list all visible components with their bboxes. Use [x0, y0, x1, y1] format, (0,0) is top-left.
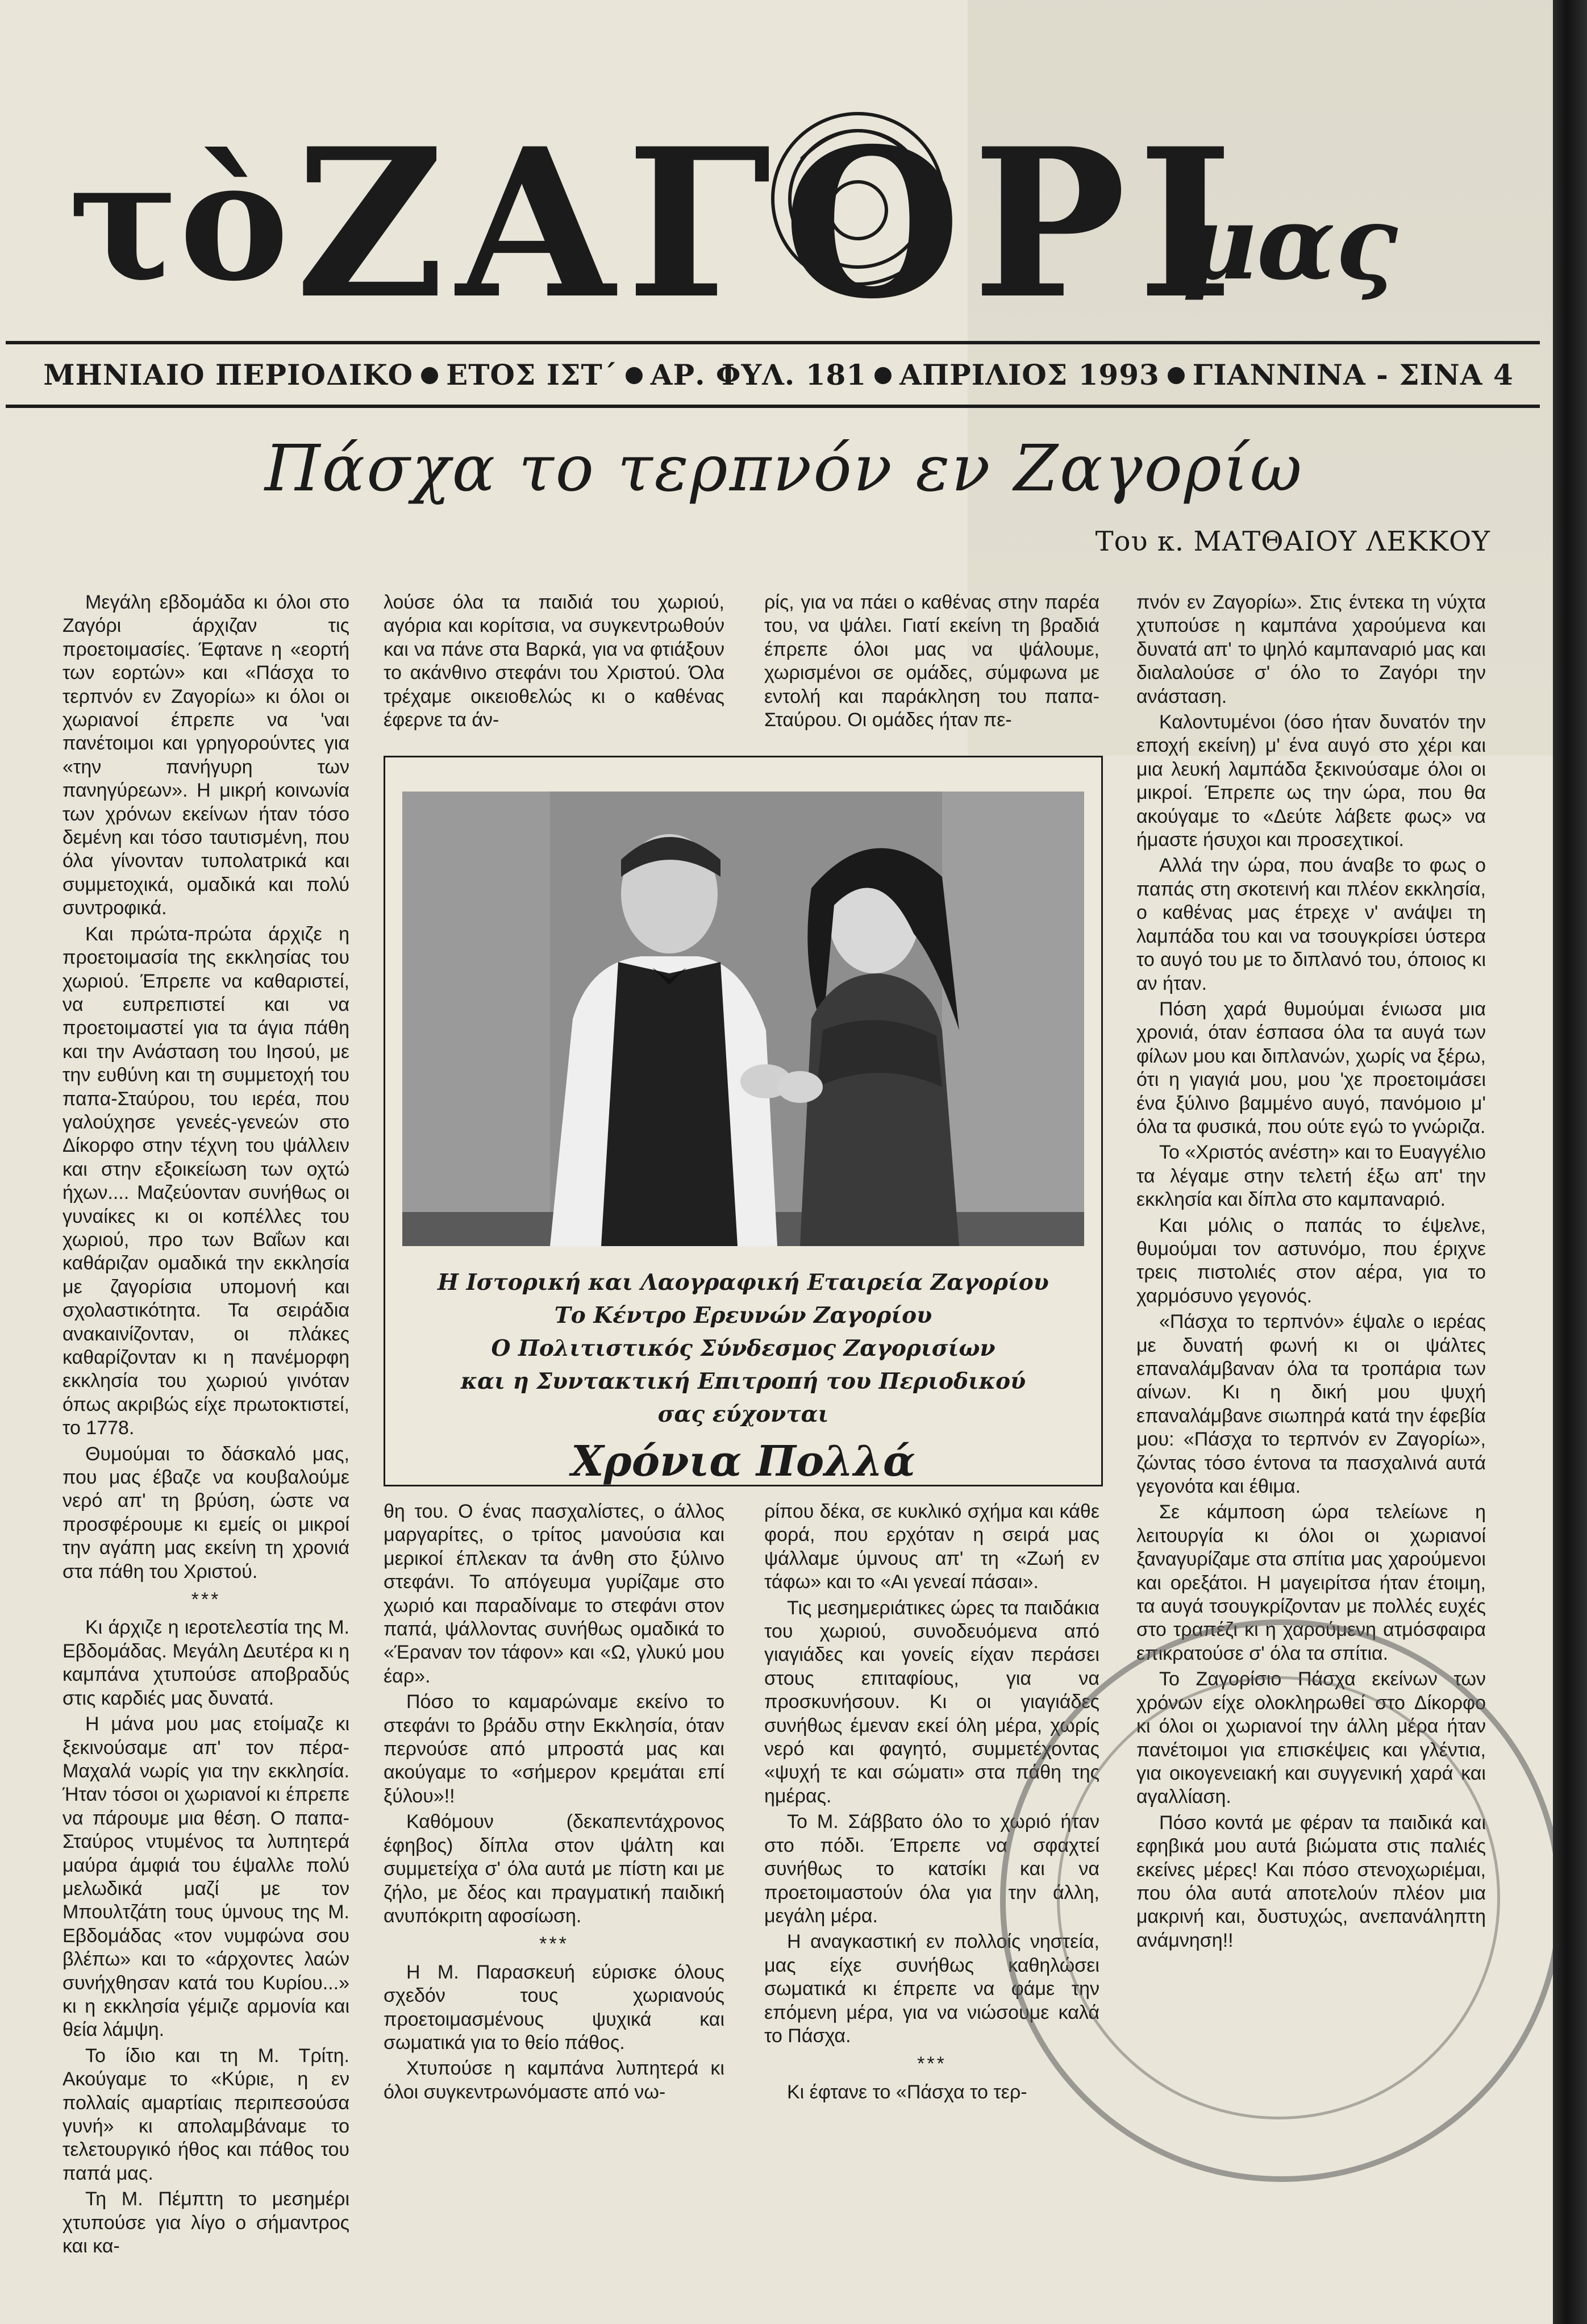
- paragraph: Η μάνα μου μας ετοίμαζε κι ξεκινούσαμε απ' τον πέρα-Μαχαλά νωρίς για την εκκλησία. Ήταν τόσοι οι χωριανοί κι έπρεπε να πάρουμε μια θέση. Ο παπα-Σταύρος ντυμένος τα λυπητερά μαύρα άμφιά του έψαλλε πολύ μελωδικά μαζί με τον Μπουλτζάτη τους ύμνους της Μ. Εβδομάδας «τον νυμφώνα σου βλέπω» και το «άρχοντες λαών συνήχθησαν κατά του Κυρίου...» κι η εκκλησία γέμιζε αρμονία και θεία λάμψη.: [63, 1713, 349, 2041]
- paragraph: λούσε όλα τα παιδιά του χωριού, αγόρια και κορίτσια, να συγκεντρωθούν και να πάνε στα Βαρκά, για να φτιάξουν το ακάνθινο στεφάνι του Χριστού. Όλα τρέχαμε οικειοθελώς κι ο καθένας έφερνε τα άν-: [384, 592, 724, 731]
- paragraph: Αλλά την ώρα, που άναβε το φως ο παπάς στη σκοτεινή και πλέον εκκλησία, ο καθένας μας έτρεχε ν' ανάψει τη λαμπάδα του και να τσουγκρίσει ύστερα το αυγό του με το διπλανό του, όποιος κι αν ήταν.: [1136, 855, 1486, 994]
- issue-number: ΑΡ. ΦΥΛ. 181: [650, 358, 867, 392]
- article-column-2-bottom: [384, 1500, 724, 2106]
- paragraph: «Πάσχα το τερπνόν» έψαλε ο ιερέας με δυνατή φωνή κι οι ψάλτες επαναλάμβαναν όλα τα τροπάρια των αίνων. Κι η δική μου ψυχή επαναλάμβανε σιωπηρά κατά την έφεβία μου: «Πάσχα το τερπνόν εν Ζαγορίω», ζώντας τόσο έντονα τα πασχαλινά αυτά γεγονότα και έθιμα.: [1136, 1311, 1486, 1498]
- separator-dot: [1168, 367, 1185, 384]
- paragraph: Μεγάλη εβδομάδα κι όλοι στο Ζαγόρι άρχιζαν τις προετοιμασίες. Έφτανε η «εορτή των εορτών» και «Πάσχα το τερπνόν εν Ζαγορίω» κι όλοι οι χωριανοί έπρεπε να 'ναι πανέτοιμοι και γρηγορούντες για «την πανήγυρη των πανηγύρεων». Η μικρή κοινωνία των χρόνων εκείνων ήταν τόσο δεμένη και τόσο ταυτισμένη, που όλα γίνονταν τυπολατρικά και συμμετοχικά, ομαδικά και πολύ συντροφικά.: [63, 592, 349, 919]
- top-rule: [6, 341, 1540, 344]
- caption-greeting: Χρόνια Πολλά: [571, 1437, 915, 1486]
- article-column-1: [63, 591, 349, 2260]
- bottom-rule: [6, 405, 1540, 408]
- separator-dot: [421, 367, 438, 384]
- paragraph: Η Μ. Παρασκευή εύρισκε όλους σχεδόν τους χωριανούς προετοιμασμένους ψυχικά και σωματικά για το θείο πάθος.: [384, 1961, 724, 2054]
- section-break: ***: [191, 1589, 221, 1611]
- article-column-3-top: [764, 591, 1099, 734]
- issue-address: ΓΙΑΝΝΙΝΑ - ΣΙΝΑ 4: [1192, 358, 1514, 392]
- paragraph: Και μόλις ο παπάς το έψελνε, θυμούμαι τον αστυνόμο, που έριχνε τρεις πιστολιές στον αέρα, για το χαρμόσυνο γεγονός.: [1136, 1214, 1486, 1307]
- separator-dot: [626, 367, 643, 384]
- issue-date: ΑΠΡΙΛΙΟΣ 1993: [899, 358, 1160, 392]
- issue-periodical: ΜΗΝΙΑΙΟ ΠΕΡΙΟΔΙΚΟ: [43, 358, 414, 392]
- paragraph: Πόσο το καμαρώναμε εκείνο το στεφάνι το βράδυ στην Εκκλησία, όταν περνούσε από μπροστά μας και ακούγαμε το «σήμερον κρεμάται επί ξύλου»!!: [384, 1691, 724, 1807]
- library-stamp: [1000, 1619, 1553, 2182]
- article-title: Πάσχα το τερπνόν εν Ζαγορίω: [264, 432, 1304, 506]
- masthead-title-mas: μας: [1182, 183, 1398, 303]
- paragraph: Η αναγκαστική εν πολλοίς νηστεία, μας είχε συνήθως καθηλώσει σωματικά κι έπρεπε να φάμε την επόμενη μέρα, για να νιώσουμε καλά το Πάσχα.: [764, 1931, 1099, 2047]
- issue-info: [40, 358, 1517, 392]
- paragraph: πνόν εν Ζαγορίω». Στις έντεκα τη νύχτα χτυπούσε η καμπάνα χαρούμενα και δυνατά απ' το ψηλό καμπαναριό μας και διαλαλούσε σ' όλο το Ζαγόρι την ανάσταση.: [1136, 592, 1486, 707]
- couple-photo: [402, 792, 1084, 1246]
- section-break: ***: [539, 1933, 569, 1955]
- masthead-title-to: τὸ: [68, 124, 289, 318]
- paragraph: Το ίδιο και τη Μ. Τρίτη. Ακούγαμε το «Κύριε, η εν πολλαίς αμαρτίαις περιπεσούσα γυνή» κι απολαμβάναμε το τελετουργικό ήθος και πάθος του παπά μας.: [63, 2044, 349, 2184]
- paragraph: Πόση χαρά θυμούμαι ένιωσα μια χρονιά, όταν έσπασα όλα τα αυγά των φίλων μου και διπλανών, χωρίς να ξέρω, ότι η γιαγιά μου, μου 'χε προετοιμάσει ένα ξύλινο βαμμένο αυγό, πανόμοιο μ' όλα τα φυσικά, που ούτε εγώ το γνώριζα.: [1136, 998, 1486, 1138]
- separator-dot: [874, 367, 892, 384]
- caption-line-5: σας εύχονται: [657, 1401, 829, 1427]
- paragraph: Κι άρχιζε η ιεροτελεστία της Μ. Εβδομάδας. Μεγάλη Δευτέρα κι η καμπάνα χτυπούσε αποβραδύς στις καρδιές μας δυνατά.: [63, 1617, 349, 1709]
- stamp-inner-ring: [1057, 1676, 1500, 2119]
- issue-year: ΕΤΟΣ ΙΣΤ΄: [446, 358, 618, 392]
- paragraph: Το Μ. Σάββατο όλο το χωριό ήταν στο πόδι. Έπρεπε να σφαχτεί συνήθως το κατσίκι και να προετοιμαστούν όλα για την άλλη, μεγάλη μέρα.: [764, 1811, 1099, 1927]
- paragraph: Θυμούμαι το δάσκαλό μας, που μας έβαζε να κουβαλούμε νερό απ' τη βρύση, ώστε να προσφέρουμε κι εμείς οι μικροί την αγάπη μας εκείνη τη χρονιά στα πάθη του Χριστού.: [63, 1443, 349, 1582]
- binder-edge: [1553, 0, 1587, 2324]
- greeting-caption: [385, 1266, 1101, 1492]
- article-column-2-top: [384, 591, 724, 734]
- paragraph: Το Ζαγορίσιο Πάσχα εκείνων των χρόνων είχε ολοκληρωθεί στο Δίκορφο κι όλοι οι χωριανοί την άλλη μέρα ήταν πανέτοιμοι για επισκέψεις και γλέντια, για οικογενειακή και συγγενική χαρά και αγαλλίαση.: [1136, 1668, 1486, 1808]
- article-byline: Του κ. ΜΑΤΘΑΙΟΥ ΛΕΚΚΟΥ: [1095, 526, 1490, 557]
- masthead-logo: [68, 91, 1403, 330]
- caption-line-2: Το Κέντρο Ερευνών Ζαγορίου: [554, 1302, 932, 1328]
- easter-greeting-box: [384, 756, 1103, 1486]
- paragraph: Σε κάμποση ώρα τελείωνε η λειτουργία κι όλοι οι χωριανοί ξαναγυρίζαμε στα σπίτια μας χαρούμενοι και ορεξάτοι. Η μαγειρίτσα ήταν έτοιμη, τα αυγά τσουγκρίζονταν με πολλές ευχές στο τραπέζι κι η χαρούμενη ατμόσφαιρα επικρατούσε σ' όλα τα σπίτια.: [1136, 1501, 1486, 1664]
- caption-line-3: Ο Πολιτιστικός Σύνδεσμος Ζαγορισίων: [491, 1335, 995, 1361]
- paragraph: Καλοντυμένοι (όσο ήταν δυνατόν την εποχή εκείνη) μ' ένα αυγό στο χέρι και μια λευκή λαμπάδα ξεκινούσαμε όλοι οι μικροί. Έπρεπε ως την ώρα, που θα ακούγαμε το «Δεύτε λάβετε φως» να ήμαστε ήσυχοι και προσεχτικοί.: [1136, 711, 1486, 851]
- masthead: [68, 91, 1403, 330]
- photo-image: [402, 792, 1084, 1246]
- section-break: ***: [917, 2053, 947, 2075]
- caption-line-1: Η Ιστορική και Λαογραφική Εταιρεία Ζαγορίου: [438, 1269, 1049, 1296]
- paragraph: θη του. Ο ένας πασχαλίστες, ο άλλος μαργαρίτες, ο τρίτος μανούσια και μερικοί έπλεκαν τα άνθη στο ξύλινο στεφάνι. Το απόγευμα γυρίζαμε στο χωριό και παραδίναμε το στεφάνι στον παπά, ψάλλοντας συνήθως ομαδικά το «Έραναν τον τάφον» και «Ω, γλυκύ μου έαρ».: [384, 1501, 724, 1687]
- paragraph: Πόσο κοντά με φέραν τα παιδικά και εφηβικά μου αυτά βιώματα στις παλιές εκείνες μέρες! Και πόσο στενοχωριέμαι, που όλα αυτά αποτελούν πλέον μια μακρινή και, δυστυχώς, ανεπανάληπτη ανάμνηση!!: [1136, 1811, 1486, 1951]
- paragraph: ρίπου δέκα, σε κυκλικό σχήμα και κάθε φορά, που ερχόταν η σειρά μας ψάλλαμε ύμνους απ' τη «Ζωή εν τάφω» και το «Αι γενεαί πάσαι».: [764, 1501, 1099, 1593]
- paragraph: Κι έφτανε το «Πάσχα το τερ-: [787, 2081, 1027, 2103]
- paragraph: Το «Χριστός ανέστη» και το Ευαγγέλιο τα λέγαμε στην τελετή έξω απ' την εκκλησία και δίπλα στο καμπαναριό.: [1136, 1142, 1486, 1211]
- paragraph: ρίς, για να πάει ο καθένας στην παρέα του, να ψάλει. Γιατί εκείνη τη βραδιά έπρεπε όλοι μας να ψάλουμε, χωρισμένοι σε ομάδες, σύμφωνα με εντολή και παράκληση του παπα-Σταύρου. Οι ομάδες ήταν πε-: [764, 592, 1099, 731]
- paragraph: Τη Μ. Πέμπτη το μεσημέρι χτυπούσε για λίγο ο σήμαντρος και κα-: [63, 2188, 349, 2258]
- paragraph: Χτυπούσε η καμπάνα λυπητερά κι όλοι συγκεντρωνόμαστε από νω-: [384, 2058, 724, 2103]
- paragraph: Τις μεσημεριάτικες ώρες τα παιδάκια του χωριού, συνοδευόμενα από γιαγιάδες και γονείς είχαν περάσει στους επιταφίους, για να προσκυνήσουν. Κι οι γιαγιάδες συνήθως έμεναν εκεί όλη μέρα, χωρίς νερό και φαγητό, συμμετέχοντας «ψυχή τε και σώματι» στα πάθη της ημέρας.: [764, 1597, 1099, 1807]
- masthead-title-main: ΖΑΓΟΡΙ: [295, 103, 1245, 330]
- paragraph: Καθόμουν (δεκαπεντάχρονος έφηβος) δίπλα στον ψάλτη και συμμετείχα σ' όλα αυτά με πίστη και με ζήλο, με δέος και πραγματική παιδική ανυπόκριτη αφοσίωση.: [384, 1811, 724, 1927]
- caption-line-4: και η Συντακτική Επιτροπή του Περιοδικού: [460, 1368, 1026, 1394]
- paragraph: Και πρώτα-πρώτα άρχιζε η προετοιμασία της εκκλησίας του χωριού. Έπρεπε να καθαριστεί, να ευπρεπιστεί και να προετοιμαστεί για τα άγια πάθη και την Ανάσταση του Ιησού, με την ευθύνη και τη συμμετοχή του παπα-Σταύρου, του ιερέα, που γαλούχησε γενεές-γενεών στο Δίκορφο στην τέχνη του ψάλλειν και στην εξοικείωση των οχτώ ήχων.... Μαζεύονταν συνήθως οι γυναίκες κι οι κοπέλλες του χωριού, προ των Βαΐων και καθάριζαν ομαδικά την εκκλησία με ζαγορίσια υπομονή και σχολαστικότητα. Τα σειράδια ανακαινίζονταν, οι πλάκες καθαρίζονταν κι η πανέμορφη εκκλησία του χωριού γινόταν όπως ακριβώς είχε πρωτοκτιστεί, το 1778.: [63, 923, 349, 1439]
